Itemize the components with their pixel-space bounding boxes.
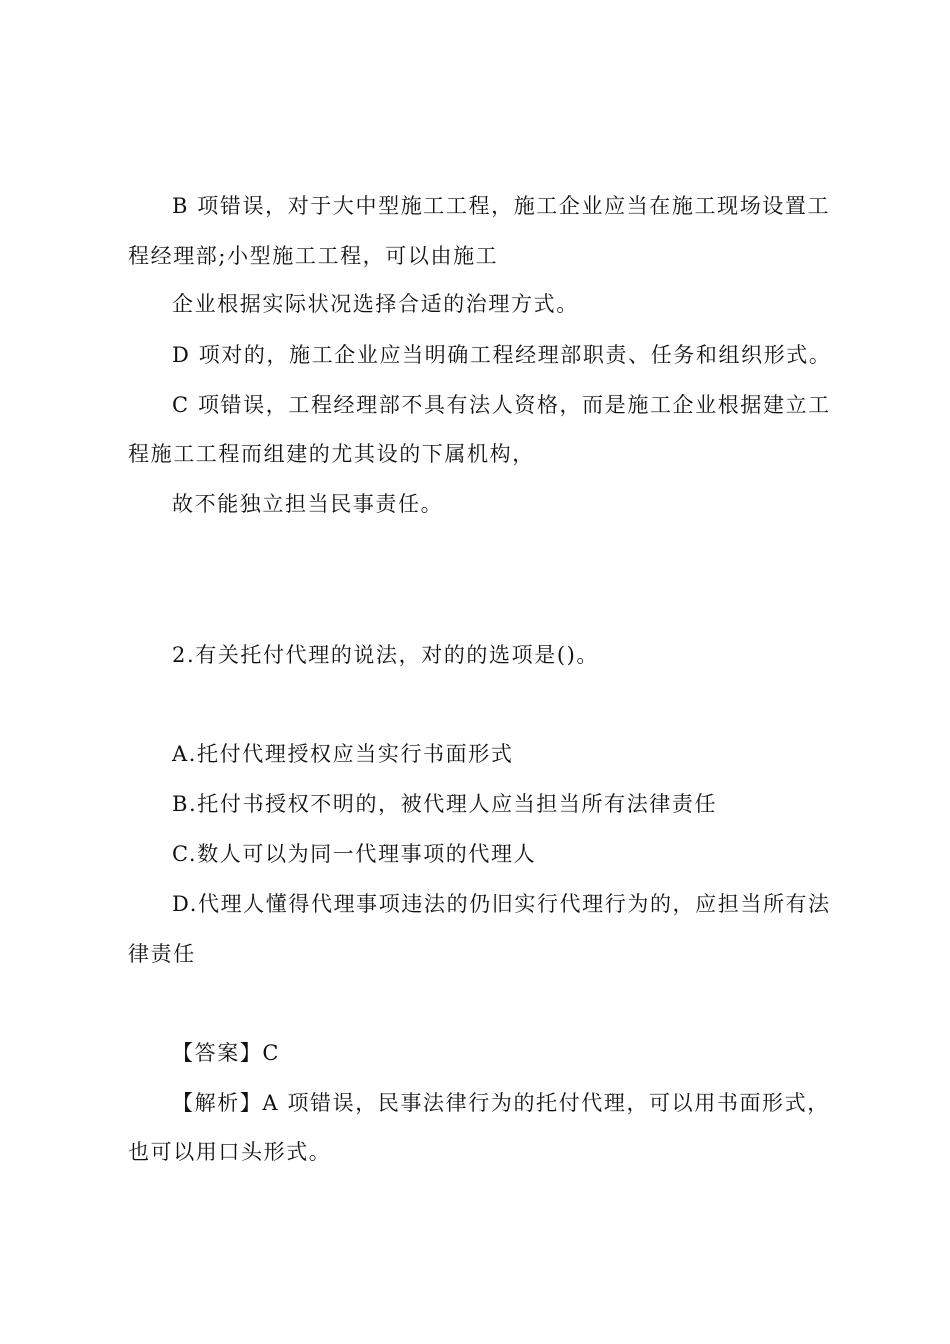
option-d-continued: 律责任: [128, 942, 196, 966]
explanation-b-line-2: 程经理部;小型施工工程，可以由施工: [128, 244, 499, 268]
option-b: B.托付书授权不明的，被代理人应当担当所有法律责任: [172, 792, 718, 816]
option-d: D.代理人懂得代理事项违法的仍旧实行代理行为的，应担当所有法: [172, 892, 831, 916]
explanation-b-line-3: 企业根据实际状况选择合适的治理方式。: [172, 292, 579, 316]
analysis-line-1: 【解析】A 项错误，民事法律行为的托付代理，可以用书面形式，: [172, 1091, 830, 1115]
option-a: A.托付代理授权应当实行书面形式: [172, 742, 514, 766]
explanation-c-line-3: 故不能独立担当民事责任。: [172, 492, 444, 516]
explanation-b-line-1: B 项错误，对于大中型施工工程，施工企业应当在施工现场设置工: [172, 194, 831, 218]
option-c: C.数人可以为同一代理事项的代理人: [172, 842, 537, 866]
answer: 【答案】C: [172, 1041, 281, 1065]
explanation-c-line-2: 程施工工程而组建的尤其设的下属机构，: [128, 442, 535, 466]
explanation-c-line-1: C 项错误，工程经理部不具有法人资格，而是施工企业根据建立工: [172, 393, 831, 417]
question-stem: 2.有关托付代理的说法，对的的选项是()。: [172, 643, 600, 667]
analysis-line-2: 也可以用口头形式。: [128, 1140, 332, 1164]
explanation-d: D 项对的，施工企业应当明确工程经理部职责、任务和组织形式。: [172, 343, 832, 367]
